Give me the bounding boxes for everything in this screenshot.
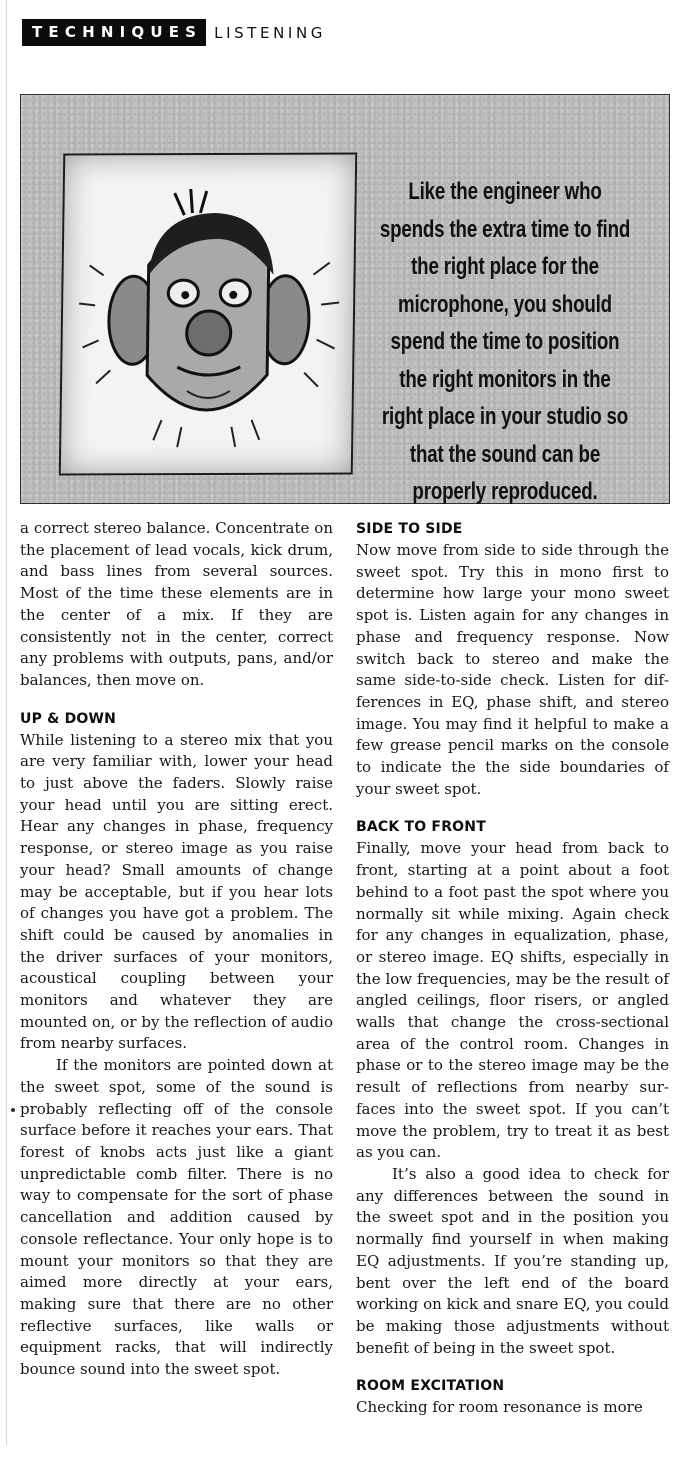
intro-paragraph: a correct stereo balance. Concentrate on the placement of lead vocals, kick drum, and bass lines from several sources. Most of the time these elements are in the center of a mix. If they are consistently not in the center, correct any problems with outputs, pans, and/or balances, then move on. xyxy=(20,519,333,689)
subhead-up-down: UP & DOWN xyxy=(20,710,117,727)
pull-quote-box xyxy=(20,94,670,504)
department-kicker: TECHNIQUES xyxy=(22,19,206,46)
page-margin-rule xyxy=(6,0,7,1445)
subhead-side-to-side: SIDE TO SIDE xyxy=(356,521,463,537)
body-paragraph: Finally, move your head from back to front, starting at a point about a foot behind to a foot past the spot where you normally sit while mixing. Again check for any changes in equalization, phase, or stereo image. EQ shifts, especially in the low frequencies, may be the result of angled ceilings, floor risers, or angled walls that change the cross-sectional area of the control room. Changes in phase or to the stereo image may be the result of reflections from nearby surfaces into the sweet spot. If you can’t move the problem, try to treat it as best as you can. xyxy=(356,839,669,1162)
body-paragraph: Checking for room resonance is more xyxy=(356,1398,643,1417)
page-header xyxy=(22,19,326,46)
subhead-back-to-front: BACK TO FRONT xyxy=(356,819,486,836)
body-paragraph: While listening to a stereo mix that you are very familiar with, lower your head to just above the faders. Slowly raise your head until you are sitting erect. Hear any changes in phase, frequency response, or stereo image as you raise your head? Small amounts of change may be acceptable, but if you hear lots of changes you have got a problem. The shift could be caused by anomalies in the driver surfaces of your monitors, acoustical coupling between your monitors and whatever they are mounted on, or by the reflection of audio from nearby surfaces. xyxy=(20,730,333,1053)
cartoon-face-illustration xyxy=(59,152,357,475)
section-name: LISTENING xyxy=(214,23,327,42)
subhead-room-excitation: ROOM EXCITATION xyxy=(356,1378,505,1395)
right-column xyxy=(356,518,669,1419)
body-paragraph: It’s also a good idea to check for any differences between the sound in the sweet spot and in the position you normally find yourself in when making EQ adjustments. If you’re standing up, bent over the left end of the board working on kick and snare EQ, you could be making those adjustments without benefit of being in the sweet spot. xyxy=(356,1164,669,1357)
face-with-big-ears-icon xyxy=(61,154,355,473)
stray-print-mark xyxy=(11,1108,15,1112)
body-paragraph: If the monitors are pointed down at the sweet spot, some of the sound is probably reflecting off of the console surface before it reaches your ears. That forest of knobs acts just like a giant unpredictable comb filter. There is no way to compensate for the sort of phase cancellation and addition caused by console reflectance. Your only hope is to mount your monitors so that they are aimed more directly at your ears, making sure that there are no other reflective surfaces, like walls or equipment racks, that will indirectly bounce sound into the sweet spot. xyxy=(20,1056,333,1379)
body-paragraph: Now move from side to side through the sweet spot. Try this in mono first to determine how large your mono sweet spot is. Listen again for any changes in phase and frequency response. Now switch back to stereo and make the same side-to-side check. Listen for differences in EQ, phase shift, and stereo image. You may find it helpful to make a few grease pencil marks on the console to indicate the the side boundaries of your sweet spot. xyxy=(356,541,669,798)
left-column xyxy=(20,518,333,1381)
pull-quote-text: Like the engineer who spends the extra time to find the right place for the microphone, you should spend the time to position the right monitors in the right place in your studio so that the sound can be properly reproduced. xyxy=(379,178,631,505)
